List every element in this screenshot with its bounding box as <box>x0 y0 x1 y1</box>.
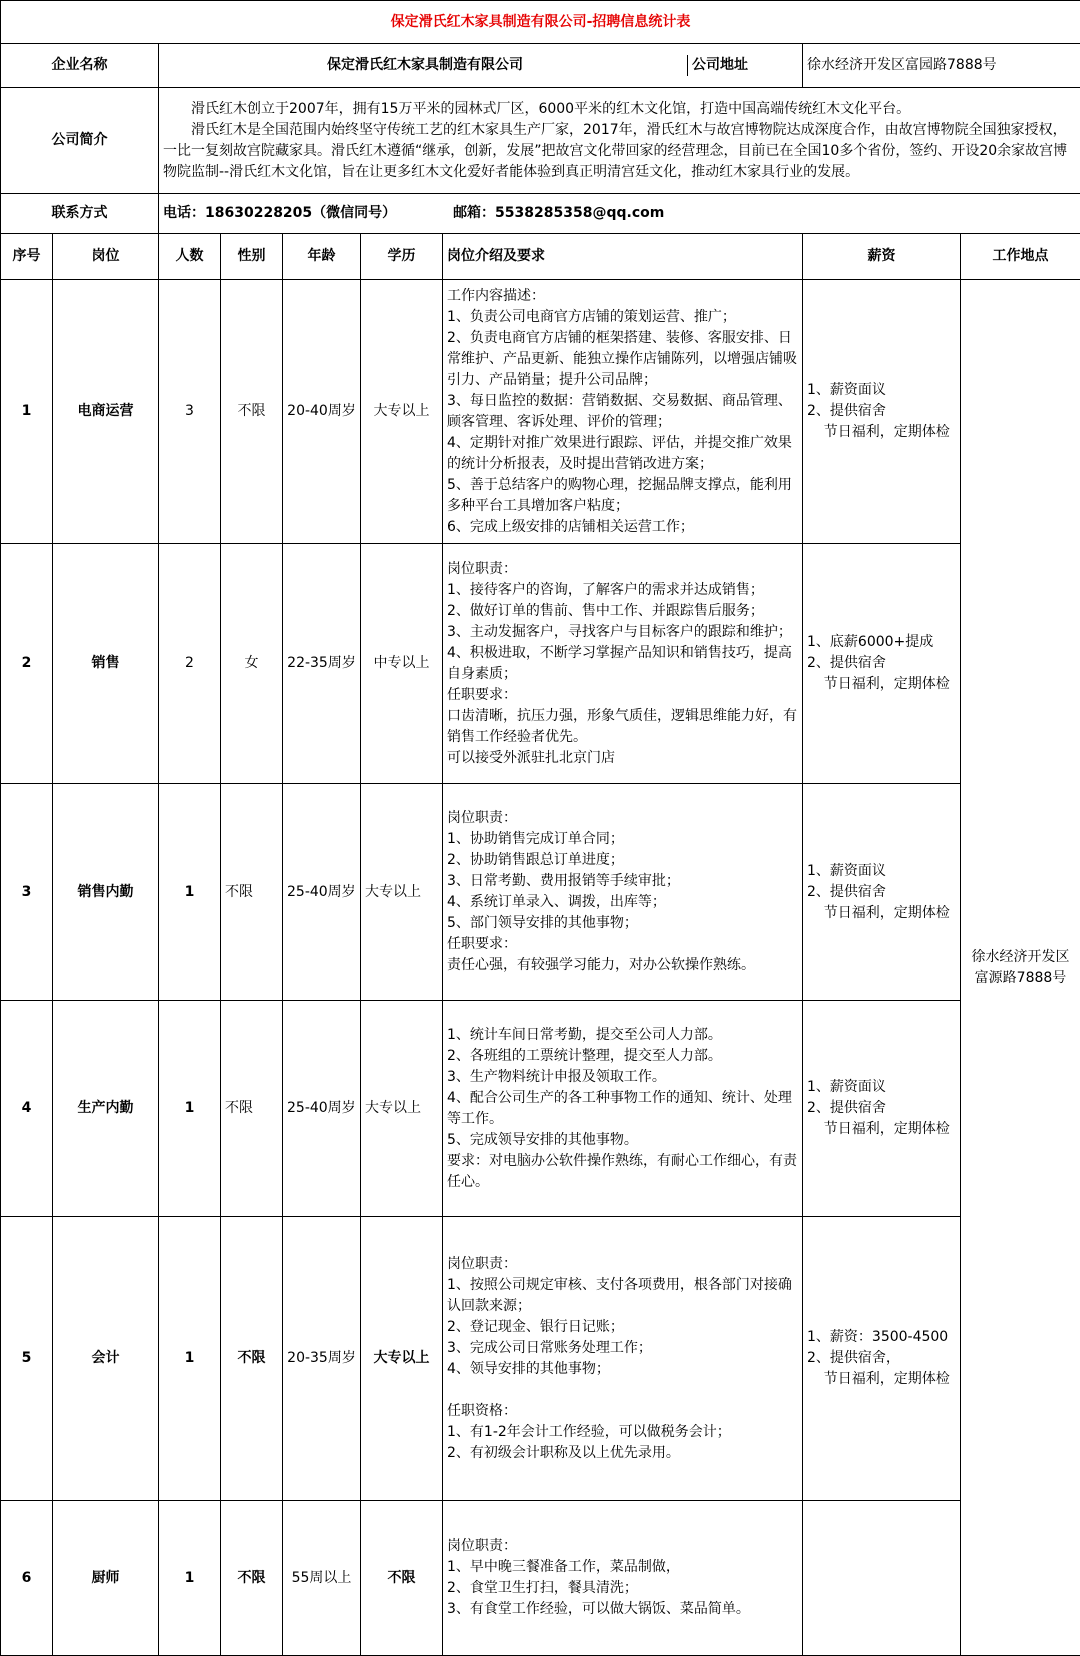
desc-line: 岗位职责： <box>447 1538 517 1554</box>
header-education: 学历 <box>361 234 443 280</box>
salary-line: 2、提供宿舍 <box>807 655 886 671</box>
job-position: 电商运营 <box>53 280 159 544</box>
desc-line: 责任心强，有较强学习能力，对办公软操作熟练。 <box>447 957 755 973</box>
job-no: 3 <box>1 784 53 1001</box>
job-gender: 女 <box>221 544 283 784</box>
salary-line: 节日福利，定期体检 <box>823 1371 950 1387</box>
salary-line: 1、薪资：3500-4500 <box>807 1329 949 1345</box>
desc-line: 2、做好订单的售前、售中工作、并跟踪售后服务； <box>447 602 764 619</box>
job-salary <box>803 1217 961 1501</box>
desc-line: 4、领导安排的其他事物； <box>447 1360 610 1377</box>
company-address-label: 公司地址 <box>687 55 802 76</box>
job-position: 会计 <box>53 1217 159 1501</box>
job-description <box>443 1001 803 1217</box>
work-location: 徐水经济开发区富源路7888号 <box>961 280 1080 1656</box>
desc-line: 岗位职责： <box>447 1255 517 1272</box>
salary-line: 2、提供宿舍 <box>807 403 886 419</box>
desc-line: 5、完成领导安排的其他事物。 <box>447 1131 638 1148</box>
contact-label: 联系方式 <box>1 194 159 234</box>
header-salary: 薪资 <box>803 234 961 280</box>
job-count: 1 <box>159 1001 221 1217</box>
job-count: 1 <box>159 1501 221 1656</box>
job-education: 大专以上 <box>361 1001 443 1217</box>
salary-line: 1、薪资面议 <box>807 862 886 879</box>
salary-line: 1、底薪6000+提成 <box>807 634 934 650</box>
contact-info <box>159 194 1080 234</box>
desc-line: 4、系统订单录入、调拨，出库等； <box>447 894 666 910</box>
job-count: 3 <box>159 280 221 544</box>
job-salary <box>803 1001 961 1217</box>
desc-line: 2、食堂卫生打扫，餐具清洗； <box>447 1580 638 1596</box>
job-no: 1 <box>1 280 53 544</box>
desc-line: 要求：对电脑办公软件操作熟练，有耐心工作细心，有责任心。 <box>447 1152 797 1190</box>
job-description <box>443 544 803 784</box>
job-gender: 不限 <box>221 1001 283 1217</box>
intro-paragraph: 滑氏红木是全国范围内始终坚守传统工艺的红木家具生产厂家，2017年，滑氏红木与故宫博物院达成深度合作，由故宫博物院全国独家授权，一比一复刻故宫院藏家具。滑氏红木遵循“继承，创新，发展”把故宫文化带回家的经营理念，目前已在全国10多个省份，签约、开设20余家故宫博物院监制--滑氏红木文化馆，旨在让更多红木文化爱好者能体验到真正明清宫廷文化，推动红木家具行业的发展。 <box>163 121 1068 180</box>
salary-line: 节日福利，定期体检 <box>823 1121 950 1137</box>
salary-line: 2、提供宿舍 <box>807 883 886 900</box>
desc-line: 6、完成上级安排的店铺相关运营工作； <box>447 518 694 535</box>
job-position: 生产内勤 <box>53 1001 159 1217</box>
contact-email: 邮箱：5538285358@qq.com <box>453 205 665 221</box>
desc-line: 3、完成公司日常账务处理工作； <box>447 1339 652 1356</box>
header-position: 岗位 <box>53 234 159 280</box>
job-age: 20-40周岁 <box>283 280 361 544</box>
desc-line: 3、生产物料统计申报及领取工作。 <box>447 1068 666 1085</box>
header-no: 序号 <box>1 234 53 280</box>
header-description: 岗位介绍及要求 <box>443 234 803 280</box>
desc-line: 5、部门领导安排的其他事物； <box>447 915 638 931</box>
job-education: 大专以上 <box>361 1217 443 1501</box>
desc-line: 3、每日监控的数据：营销数据、交易数据、商品管理、顾客管理、客诉处理、评价的管理； <box>447 392 792 430</box>
job-gender: 不限 <box>221 1501 283 1656</box>
header-location: 工作地点 <box>961 234 1080 280</box>
desc-line: 任职要求： <box>447 686 517 703</box>
desc-line: 4、定期针对推广效果进行跟踪、评估，并提交推广效果的统计分析报表，及时提出营销改进方案； <box>447 434 792 472</box>
job-salary <box>803 544 961 784</box>
company-intro <box>159 88 1080 194</box>
table-row <box>1 280 1080 544</box>
job-count: 2 <box>159 544 221 784</box>
desc-line: 2、各班组的工票统计整理，提交至人力部。 <box>447 1047 722 1064</box>
job-gender: 不限 <box>221 784 283 1001</box>
job-no: 6 <box>1 1501 53 1656</box>
table-row <box>1 1217 1080 1501</box>
desc-line: 2、协助销售跟总订单进度； <box>447 852 624 868</box>
desc-line: 3、日常考勤、费用报销等手续审批； <box>447 873 680 889</box>
salary-line: 1、薪资面议 <box>807 382 886 398</box>
job-description <box>443 280 803 544</box>
table-row <box>1 1501 1080 1656</box>
job-education: 中专以上 <box>361 544 443 784</box>
salary-line: 2、提供宿舍 <box>807 1100 886 1116</box>
desc-line: 2、登记现金、银行日记账； <box>447 1318 624 1335</box>
header-count: 人数 <box>159 234 221 280</box>
job-salary <box>803 280 961 544</box>
table-row <box>1 784 1080 1001</box>
header-gender: 性别 <box>221 234 283 280</box>
job-salary <box>803 1501 961 1656</box>
desc-line: 4、积极进取，不断学习掌握产品知识和销售技巧，提高自身素质； <box>447 644 792 682</box>
company-name-cell <box>159 44 803 88</box>
desc-line: 2、有初级会计职称及以上优先录用。 <box>447 1444 680 1461</box>
table-row <box>1 544 1080 784</box>
header-age: 年龄 <box>283 234 361 280</box>
company-name-label: 企业名称 <box>1 44 159 88</box>
desc-line: 可以接受外派驻扎北京门店 <box>447 749 615 766</box>
desc-line: 任职要求： <box>447 936 517 952</box>
desc-line: 3、有食堂工作经验，可以做大锅饭、菜品简单。 <box>447 1601 750 1617</box>
company-name: 保定滑氏红木家具制造有限公司 <box>327 57 523 73</box>
job-age: 25-40周岁 <box>283 1001 361 1217</box>
desc-line: 任职资格： <box>447 1402 517 1419</box>
job-no: 4 <box>1 1001 53 1217</box>
job-education: 大专以上 <box>361 280 443 544</box>
header-row <box>1 234 1080 280</box>
salary-line: 1、薪资面议 <box>807 1079 886 1095</box>
job-no: 2 <box>1 544 53 784</box>
company-address: 徐水经济开发区富园路7888号 <box>803 44 1080 88</box>
job-age: 25-40周岁 <box>283 784 361 1001</box>
intro-paragraph: 滑氏红木创立于2007年，拥有15万平米的园林式厂区，6000平米的红木文化馆，打造中国高端传统红木文化平台。 <box>191 100 911 117</box>
desc-line: 1、有1-2年会计工作经验，可以做税务会计； <box>447 1423 731 1440</box>
salary-line: 2、提供宿舍， <box>807 1350 900 1366</box>
job-gender: 不限 <box>221 1217 283 1501</box>
job-age: 55周以上 <box>283 1501 361 1656</box>
job-description <box>443 1217 803 1501</box>
job-age: 22-35周岁 <box>283 544 361 784</box>
desc-line: 岗位职责： <box>447 810 517 826</box>
desc-line: 1、协助销售完成订单合同； <box>447 831 624 847</box>
desc-line: 4、配合公司生产的各工种事物工作的通知、统计、处理等工作。 <box>447 1089 792 1127</box>
desc-line: 2、负责电商官方店铺的框架搭建、装修、客服安排、日常维护、产品更新、能独立操作店铺陈列，以增强店铺吸引力、产品销量；提升公司品牌； <box>447 329 797 388</box>
desc-line: 口齿清晰，抗压力强，形象气质佳，逻辑思维能力好，有销售工作经验者优先。 <box>447 707 797 745</box>
job-education: 大专以上 <box>361 784 443 1001</box>
desc-line: 工作内容描述： <box>447 287 545 304</box>
desc-line: 3、主动发掘客户，寻找客户与目标客户的跟踪和维护； <box>447 623 792 640</box>
desc-line: 1、统计车间日常考勤，提交至公司人力部。 <box>447 1026 722 1043</box>
desc-line: 岗位职责： <box>447 560 517 577</box>
job-age: 20-35周岁 <box>283 1217 361 1501</box>
desc-line: 1、早中晚三餐准备工作，菜品制做， <box>447 1559 680 1575</box>
salary-line: 节日福利，定期体检 <box>823 904 950 921</box>
company-intro-label: 公司简介 <box>1 88 159 194</box>
job-education: 不限 <box>361 1501 443 1656</box>
job-description <box>443 784 803 1001</box>
table-row <box>1 1001 1080 1217</box>
contact-phone: 电话：18630228205（微信同号） <box>163 205 397 221</box>
salary-line: 节日福利，定期体检 <box>823 424 950 440</box>
desc-line: 1、按照公司规定审核、支付各项费用，根各部门对接确认回款来源； <box>447 1276 792 1314</box>
job-count: 1 <box>159 1217 221 1501</box>
job-count: 1 <box>159 784 221 1001</box>
job-position: 销售 <box>53 544 159 784</box>
desc-line: 1、负责公司电商官方店铺的策划运营、推广； <box>447 308 736 325</box>
desc-line: 5、善于总结客户的购物心理，挖掘品牌支撑点，能利用多种平台工具增加客户粘度； <box>447 476 792 514</box>
job-no: 5 <box>1 1217 53 1501</box>
salary-line: 节日福利，定期体检 <box>823 676 950 692</box>
desc-line <box>447 1380 798 1401</box>
sheet-title: 保定滑氏红木家具制造有限公司-招聘信息统计表 <box>1 1 1080 44</box>
job-description <box>443 1501 803 1656</box>
job-salary <box>803 784 961 1001</box>
job-position: 厨师 <box>53 1501 159 1656</box>
desc-line: 1、接待客户的咨询，了解客户的需求并达成销售； <box>447 581 764 598</box>
job-gender: 不限 <box>221 280 283 544</box>
job-position: 销售内勤 <box>53 784 159 1001</box>
